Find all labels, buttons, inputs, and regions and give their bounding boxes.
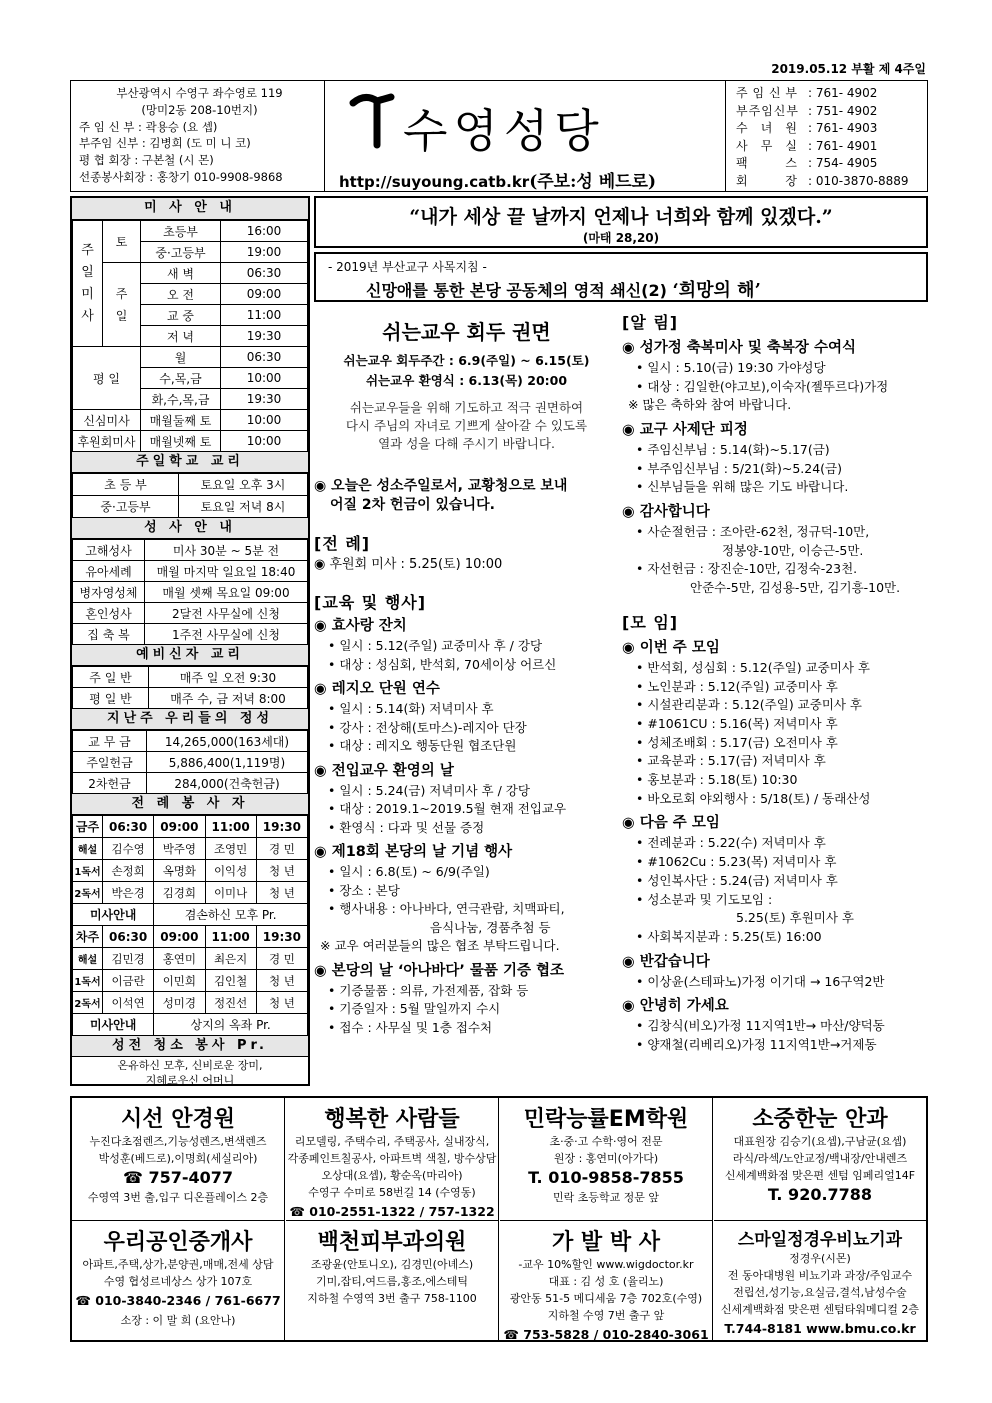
mass-table [72,220,308,452]
server-cell: 1독서 [73,860,103,882]
ad-line: 초·중·고 수학·영어 전문 [549,1135,663,1148]
contact-char: 녀 [760,121,774,136]
guideline-label: - 2019년 부산교구 사목지침 - [328,260,487,274]
servers-table-this-week [72,815,308,926]
notice-item: • 자선헌금 : 장진순-10만, 김정숙-23천. [636,561,858,577]
address-line: 부산광역시 수영구 좌수영로 119 [116,86,283,100]
table-cell: 매주 수, 금 저녁 8:00 [149,688,308,709]
ad-line: 박성훈(베드로),이명희(세실리아) [98,1152,258,1165]
schedule-panel [70,196,310,1086]
mass-time: 06:30 [221,347,308,368]
notice-heading-item: ◉ 이번 주 모임 [622,639,720,656]
server-cell: 경 민 [256,838,307,860]
notice-item: • 신부님들을 위해 많은 기도 바랍니다. [636,479,849,495]
ad-title: 스마일정경우비뇨기과 [737,1230,903,1250]
server-cell: 옥명화 [154,860,205,882]
pastoral-guideline [314,252,928,302]
ad-line: 라식/라섹/노안교정/백내장/안내렌즈 [732,1152,908,1165]
event-item: • 대상 : 레지오 행동단원 협조단원 [328,738,517,753]
server-cell: 최은지 [205,948,256,970]
cleaning-line: 온유하신 모후, 신비로운 장미, [117,1059,263,1072]
server-cell: 조영민 [205,838,256,860]
table-cell: 혼인성사 [73,603,145,624]
mass-name: 새 벽 [141,263,221,284]
table-cell: 14,265,000(163세대) [147,731,308,752]
notice-item: 정봉양-10만, 이승근-5만. [722,542,864,558]
ad-line: 누진다초점렌즈,기능성렌즈,변색렌즈 [89,1135,267,1148]
server-header: 09:00 [154,816,205,838]
server-header: 06:30 [103,926,154,948]
table-cell: 주일헌금 [73,752,147,773]
notice-item: • #1061CU : 5.16(목) 저녁미사 후 [636,715,838,731]
issue-date: 2019.05.12 부활 제 4주일 [771,62,926,76]
contact-label [736,103,798,121]
mass-time: 11:00 [221,305,308,326]
notice-heading-item: ◉ 다음 주 모임 [622,815,720,832]
contact-char: 부 [786,103,799,118]
server-cell: 김인철 [205,970,256,992]
notice-heading-item: ◉ 성가정 축복미사 및 축복장 수여식 [622,340,856,356]
event-heading: ◉ 효사랑 잔치 [314,618,407,634]
contact-char: 무 [760,138,774,153]
ad-line: ☎ 010-2551-1322 / 757-1322 [289,1204,495,1219]
ad-line: 리모델링, 주택수리, 주택공사, 실내장식, [294,1135,490,1148]
notice-item: • 바오로회 야외행사 : 5/18(토) / 동래산성 [636,790,871,806]
table-cell: 주 일 반 [73,667,149,688]
contact-char: 원 [785,121,798,136]
table-cell: 평 일 반 [73,688,149,709]
ad-line: 기미,잡티,여드름,홍조,에스테틱 [315,1275,469,1288]
event-item: • 일시 : 5.24(금) 저녁미사 후 / 강당 [328,782,530,798]
ad-line: -교우 10%할인 www.wigdoctor.kr [518,1258,694,1271]
server-header: 11:00 [205,816,256,838]
quote-text: “내가 세상 끝 날까지 언제나 너희와 함께 있겠다.” [409,206,833,228]
ad-box [286,1220,499,1342]
servers-table-next-week [72,925,308,1036]
server-cell: 손정희 [103,860,154,882]
server-cell: 김경희 [154,882,205,904]
mass-name: 수,목,금 [141,368,221,389]
contact-char: 부 [785,86,798,100]
contact-value: : 754- 4905 [808,156,878,171]
staff-line: 부주임 신부 : 김병희 (도 미 니 코) [79,136,251,151]
table-cell: 2달전 사무실에 신청 [145,603,308,624]
server-header: 11:00 [205,926,256,948]
school-group: 중·고등부 [73,496,179,518]
contact-char: 사 [736,138,749,153]
notice-item: • 양재철(리베리오)가정 11지역1반→거제동 [636,1037,877,1053]
sun-label: 주 일 [103,263,141,347]
contact-char: 팩 [736,156,749,171]
notice-item: • 대상 : 김일한(야고보),이숙자(젤뚜르다)가정 [636,378,889,394]
ad-line: 신세계백화점 맞은편 센텀 임페리얼14F [724,1169,916,1182]
contact-value: : 010-3870-8889 [808,173,909,188]
ad-title: 행복한 사람들 [324,1107,460,1132]
mass-time: 09:00 [221,284,308,305]
event-item: • 기증물품 : 의류, 가전제품, 잡화 등 [328,982,529,998]
contact-row [736,103,923,121]
events-heading: [교육 및 행사] [314,593,427,612]
table-cell: 매월 셋째 목요일 09:00 [145,582,308,603]
announcements-middle [314,310,619,1037]
server-guide-group: 겸손하신 모후 Pr. [154,904,308,926]
contact-char: 스 [785,156,798,171]
server-cell: 해설 [73,838,103,860]
server-cell: 박은경 [103,882,154,904]
contact-label [736,120,798,138]
ad-line: 대표원장 김승기(요셉),구남균(요셉) [733,1135,907,1148]
liturgy-item: ◉ 후원회 미사 : 5.25(토) 10:00 [314,557,503,572]
server-cell: 2독서 [73,882,103,904]
mass-time: 19:30 [221,389,308,410]
ad-line: 지하철 수영 7번 출구 앞 [547,1309,665,1322]
article-paragraph: 열과 성을 다해 주시기 바랍니다. [378,436,555,451]
mass-time: 19:30 [221,326,308,347]
notice-item: • 사회복지분과 : 5.25(토) 16:00 [636,928,822,944]
mass-name: 월 [141,347,221,368]
server-header: 차주 [73,926,103,948]
contact-char: 부 [736,103,749,118]
server-cell: 청 년 [256,860,307,882]
contact-label [736,85,798,103]
server-header: 금주 [73,816,103,838]
contact-char: 주 [748,103,762,118]
event-item: • 기증일자 : 5월 말일까지 수시 [328,1001,501,1016]
contact-label [736,173,798,191]
guideline-text: 신망애를 통한 본당 공동체의 영적 쇄신(2) ‘희망의 해’ [366,280,761,301]
ad-box [500,1098,713,1220]
ad-line: 조광윤(안토니오), 김경민(아녜스) [310,1258,474,1271]
catechumen-title: 예비신자 교리 [72,644,308,666]
event-item: • 대상 : 2019.1~2019.5월 현재 전입교우 [328,801,567,816]
school-time: 토요일 오후 3시 [179,474,308,496]
event-item: • 행사내용 : 아나바다, 연극관람, 치맥파티, [328,901,565,916]
event-item: • 접수 : 사무실 및 1층 접수처 [328,1019,493,1035]
table-cell: 미사 30분 ~ 5분 전 [145,540,308,561]
event-heading: ◉ 제18회 본당의 날 기념 행사 [314,844,513,860]
event-item: • 일시 : 5.12(주일) 교중미사 후 / 강당 [328,638,543,653]
parish-info [71,81,325,191]
address-line: (망미2동 208-10번지) [141,102,258,117]
contact-char: 수 [736,121,749,136]
meeting-list [622,637,928,1055]
contact-row [736,120,923,138]
cleaning-title: 성전 청소 봉사 Pr. [72,1035,308,1057]
ad-line: 지하철 수영역 3번 출구 758-1100 [307,1292,477,1305]
ad-title: 가 발 박 사 [552,1230,660,1255]
cross-logo-icon [347,89,397,149]
server-cell: 박주영 [154,838,205,860]
ad-line: 각종페인트칠공사, 아파트벽 색칠, 방수상담 [287,1152,497,1165]
mass-title: 미 사 안 내 [72,198,308,220]
mass-time: 10:00 [221,410,308,431]
ad-box [286,1098,499,1220]
advertisement-grid [70,1096,928,1342]
article-paragraph: 다시 주님의 자녀로 기쁘게 살아갈 수 있도록 [345,418,588,433]
ad-box [714,1098,926,1220]
mass-name: 신심미사 [73,410,141,431]
contact-value: : 761- 4901 [808,138,878,153]
ad-line: 소장 : 이 말 희 (요안나) [120,1314,236,1327]
notice-heading-item: ◉ 감사합니다 [622,504,710,521]
ad-box [714,1220,926,1342]
mass-name: 화,수,목,금 [141,389,221,410]
ad-line: ☎ 753-5828 / 010-2840-3061 [503,1327,709,1342]
server-cell: 청 년 [256,992,307,1014]
mass-time: 06:30 [221,263,308,284]
notice-item: 안준수-5만, 김성용-5만, 김기흥-10만. [690,580,901,596]
mass-name: 후원회미사 [73,431,141,452]
server-cell: 홍연미 [154,948,205,970]
announcements-right [622,310,928,1055]
events-list [314,615,619,1037]
catechumen-table [72,666,308,709]
ad-box [500,1220,713,1342]
server-cell: 1독서 [73,970,103,992]
quote-ref: (마태 28,20) [582,231,660,245]
table-cell: 매주 일 오전 9:30 [149,667,308,688]
contact-char: 신 [768,86,782,100]
table-cell: 고해성사 [73,540,145,561]
sacrament-title: 성 사 안 내 [72,517,308,539]
ad-line: 광안동 51-5 메디세움 7층 702호(수영) [509,1292,703,1305]
event-item: • 강사 : 전상해(토마스)-레지아 단장 [328,719,527,735]
parish-url[interactable]: http://suyoung.catb.kr(주보:성 베드로) [339,172,657,192]
notice-item: • 홍보분과 : 5.18(토) 10:30 [636,772,798,788]
server-cell: 성미경 [154,992,205,1014]
cleaning-groups [72,1058,308,1088]
notice-heading: [알 림] [622,313,679,332]
ad-box [72,1098,285,1220]
notice-item: • 부주임신부님 : 5/21(화)~5.24(금) [636,460,842,476]
table-cell: 매월 마지막 일요일 18:40 [145,561,308,582]
contact-char: 신 [773,103,787,118]
server-cell: 정진선 [205,992,256,1014]
server-cell: 김민경 [103,948,154,970]
article-paragraph: 쉬는교우들을 위해 기도하고 적극 권면하여 [349,400,584,415]
liturgy-heading: [전 례] [314,534,371,553]
server-cell: 김수영 [103,838,154,860]
contact-row [736,173,923,191]
ad-line: ☎ 010-3840-2346 / 761-6677 [75,1293,281,1308]
ad-line: 아파트,주택,상가,분양권,매매,전세 상담 [82,1258,274,1271]
table-cell: 교 무 금 [73,731,147,752]
notice-heading-item: ◉ 반갑습니다 [622,953,710,970]
notice-item: • 성체조배회 : 5.17(금) 오전미사 후 [636,734,838,750]
notice-item: • 반석회, 성심회 : 5.12(주일) 교중미사 후 [636,659,870,675]
notice-item: • 전례분과 : 5.22(수) 저녁미사 후 [636,835,826,851]
ad-line: 신세계백화점 맞은편 센텀타워메디컬 2층 [720,1303,920,1316]
table-cell: 1주전 사무실에 신청 [145,624,308,645]
server-guide-group: 상지의 옥좌 Pr. [154,1014,308,1036]
mass-name: 저 녁 [141,326,221,347]
contact-label [736,155,798,173]
server-header: 19:30 [256,816,307,838]
ad-line: 전 동아대병원 비뇨기과 과장/주임교수 [727,1269,913,1282]
notice-item: • 일시 : 5.10(금) 19:30 가야성당 [636,360,826,375]
table-cell: 집 축 복 [73,624,145,645]
ad-line: 정경우(시몬) [789,1252,851,1265]
contact-row [736,85,923,103]
server-cell: 2독서 [73,992,103,1014]
article-title: 쉬는교우 회두 권면 [382,320,551,344]
event-item: • 환영식 : 다과 및 선물 증정 [328,819,485,835]
ad-line: 전립선,성기능,요실금,결석,남성수술 [733,1286,907,1299]
event-item: 음식나눔, 경품추첨 등 [430,919,551,935]
parish-logo-area [325,81,725,191]
mass-when: 매월넷째 토 [141,431,221,452]
table-cell: 병자영성체 [73,582,145,603]
ad-title: 소중한눈 안과 [752,1107,888,1132]
ad-line: 원장 : 홍연미(아가다) [553,1152,659,1165]
ad-line: 수영구 수미로 58번길 14 (수영동) [308,1186,476,1199]
event-heading: ◉ 레지오 단원 연수 [314,681,440,697]
ad-line: 수영역 3번 출,입구 디온플레이스 2층 [87,1191,269,1204]
contact-char: 회 [736,173,749,188]
event-item: • 일시 : 6.8(토) ~ 6/9(주일) [328,864,490,879]
notice-item: • 김창식(비오)가정 11지역1반→ 마산/양덕동 [636,1018,885,1034]
offering-table [72,730,308,794]
event-item: • 장소 : 본당 [328,882,400,898]
server-cell: 청 년 [256,882,307,904]
notice-item: • 사순절헌금 : 조아란-62천, 정규덕-10만, [636,524,870,540]
contact-char: 임 [752,86,766,100]
notice-item: • 교육분과 : 5.17(금) 저녁미사 후 [636,753,826,769]
server-cell: 이금란 [103,970,154,992]
server-cell: 이민희 [154,970,205,992]
mass-name: 초등부 [141,221,221,242]
notice-heading-item: ◉ 교구 사제단 피정 [622,421,748,438]
school-group: 초 등 부 [73,474,179,496]
server-cell: 해설 [73,948,103,970]
mass-time: 16:00 [221,221,308,242]
notice-item: • 주임신부님 : 5.14(화)~5.17(금) [636,441,830,457]
ad-title: 우리공인중개사 [103,1230,253,1255]
staff-line: 주 임 신 부 : 곽용승 (요 셉) [79,119,218,134]
notice-item: • 노인분과 : 5.12(주일) 교중미사 후 [636,678,838,694]
cleaning-line: 지혜로우신 어머니 [145,1074,235,1087]
ad-line: T.744-8181 www.bmu.co.kr [724,1321,916,1336]
contact-value: : 761- 4903 [808,121,878,136]
sunday-label: 주 일 미 사 [73,221,103,347]
ad-title: 민락능률EM학원 [523,1107,689,1132]
staff-line: 평 협 회장 : 구본철 (시 몬) [79,153,214,168]
notice-heading-item: ◉ 안녕히 가세요 [622,998,729,1015]
ad-title: 시선 안경원 [121,1107,235,1132]
contact-char: 실 [785,138,798,153]
scripture-quote [314,196,928,248]
server-cell: 이익성 [205,860,256,882]
ad-line: T. 920.7788 [767,1185,873,1204]
mass-time: 10:00 [221,368,308,389]
contact-label [736,138,798,156]
notice-item: • 이상윤(스테파노)가정 이기대 → 16구역2반 [636,973,885,989]
table-cell: 유아세례 [73,561,145,582]
article-sub: 쉬는교우 환영식 : 6.13(목) 20:00 [365,373,568,388]
notice-item: 5.25(토) 후원미사 후 [736,910,854,926]
mass-name: 교 중 [141,305,221,326]
contact-value: : 751- 4902 [808,103,878,118]
table-cell: 2차헌금 [73,773,147,794]
notice-item: • 성인복사단 : 5.24(금) 저녁미사 후 [636,872,838,888]
mass-when: 매월둘째 토 [141,410,221,431]
server-cell: 청 년 [256,970,307,992]
ad-box [72,1220,285,1342]
server-cell: 이석연 [103,992,154,1014]
event-heading: ◉ 전입교우 환영의 날 [314,762,454,779]
article-sub: 쉬는교우 회두주간 : 6.9(주일) ~ 6.15(토) [343,353,590,368]
staff-line: 선종봉사회장 : 홍창기 010-9908-9868 [79,169,283,184]
contact-char: 주 [736,86,749,100]
server-header: 06:30 [103,816,154,838]
server-header: 09:00 [154,926,205,948]
meeting-heading: [모 임] [622,612,679,632]
contact-char: 장 [785,173,798,188]
event-heading: ◉ 본당의 날 ‘아나바다’ 물품 기증 협조 [314,962,565,979]
school-table [72,473,308,518]
event-item: ※ 교우 여러분들의 많은 협조 부탁드립니다. [320,938,560,953]
mass-time: 19:00 [221,242,308,263]
offering-title: 지난주 우리들의 정성 [72,708,308,730]
server-cell: 경 민 [256,948,307,970]
ad-line: ☎ 757-4077 [122,1168,234,1187]
contact-list [725,81,927,191]
server-guide-label: 미사안내 [73,1014,154,1036]
contact-char: 임 [761,103,774,118]
ad-line: 대표 : 김 성 호 (율리노) [548,1275,664,1288]
ad-title: 백천피부과의원 [317,1230,467,1255]
notice-line: 어질 2차 헌금이 있습니다. [330,497,495,513]
ad-line: T. 010-9858-7855 [528,1168,684,1187]
mass-time: 10:00 [221,431,308,452]
contact-value: : 761- 4902 [808,86,878,100]
notice-item: • #1062Cu : 5.23(목) 저녁미사 후 [636,854,837,870]
sacrament-table [72,539,308,645]
notice-list [622,337,928,598]
contact-row [736,138,923,156]
notice-line: ◉ 오늘은 성소주일로서, 교황청으로 보내 [314,478,568,494]
mass-name: 중·고등부 [141,242,221,263]
school-time: 토요일 저녁 8시 [179,496,308,518]
notice-item: • 시설관리분과 : 5.12(주일) 교중미사 후 [636,697,863,713]
parish-name: 수영성당 [403,104,605,158]
ad-line: 민락 초등학교 정문 앞 [552,1191,660,1204]
weekday-label: 평 일 [73,347,141,410]
contact-row [736,155,923,173]
ad-line: 오상대(요셉), 황순옥(마리아) [321,1169,463,1182]
table-cell: 284,000(건축헌금) [147,773,308,794]
mass-name: 오 전 [141,284,221,305]
school-title: 주일학교 교리 [72,451,308,473]
server-header: 19:30 [256,926,307,948]
event-item: • 일시 : 5.14(화) 저녁미사 후 [328,701,494,716]
server-cell: 이미나 [205,882,256,904]
event-item: • 대상 : 성심회, 반석회, 70세이상 어르신 [328,656,557,672]
notice-item: ※ 많은 축하와 참여 바랍니다. [628,397,792,413]
table-cell: 5,886,400(1,119명) [147,752,308,773]
servers-title: 전 례 봉 사 자 [72,793,308,815]
server-guide-label: 미사안내 [73,904,154,926]
masthead [70,80,928,192]
notice-item: • 성소분과 및 기도모임 : [636,891,773,907]
ad-line: 수영 협성르네상스 상가 107호 [103,1275,253,1288]
sat-label: 토 [103,221,141,263]
